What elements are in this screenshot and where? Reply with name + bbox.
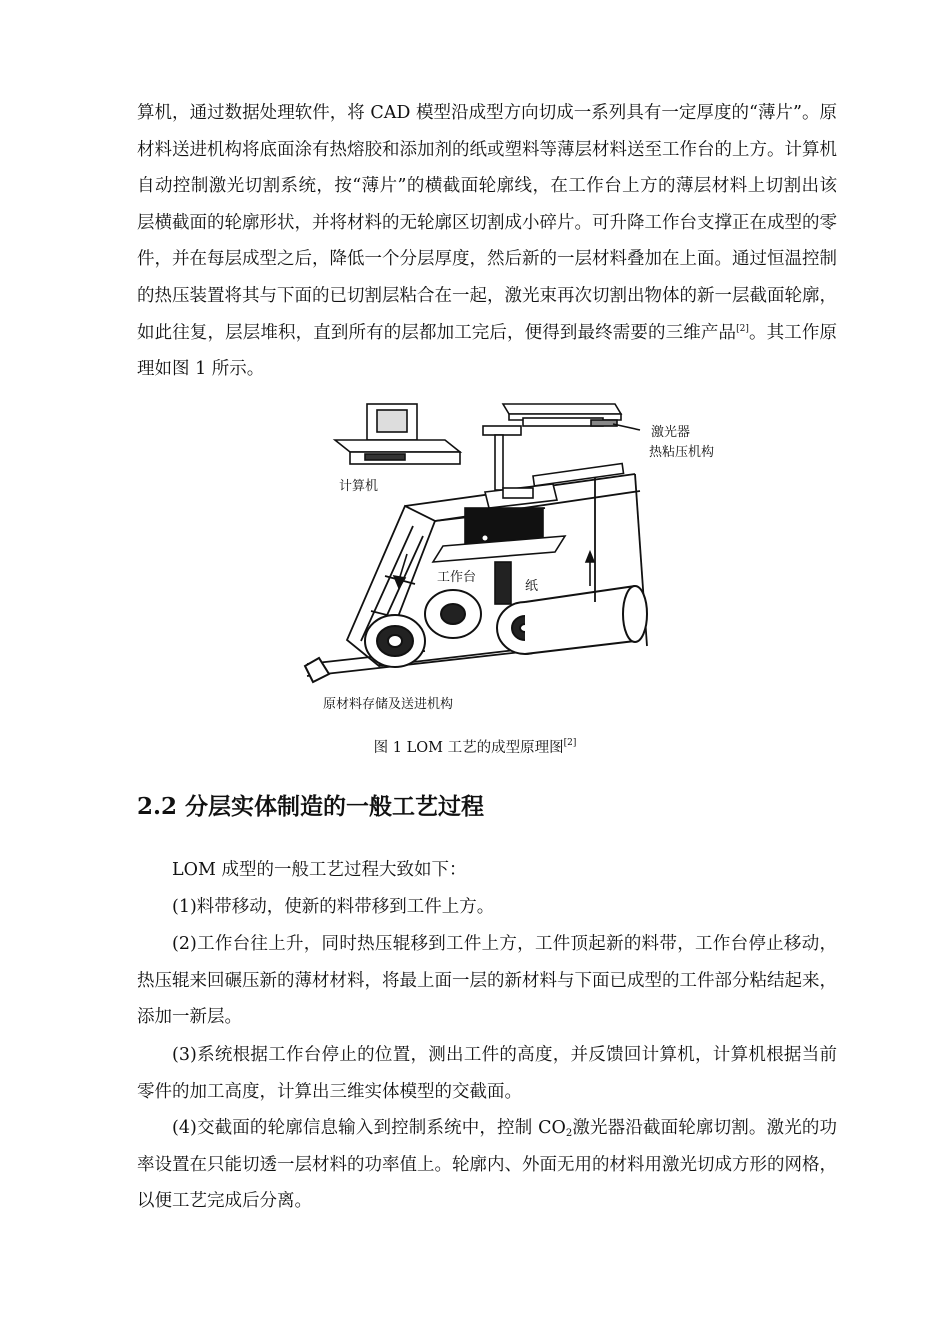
label-laser: 激光器 [651, 425, 691, 440]
caption-text: 图 1 LOM 工艺的成型原理图 [373, 740, 564, 756]
citation-ref[interactable]: [2] [736, 323, 749, 334]
step-2-paragraph: (2)工作台往上升，同时热压辊移到工件上方，工件顶起新的料带，工作台停止移动，热压辊来回碾压新的薄材材料，将最上面一层的新材料与下面已成型的工件部分粘结起来，添加一新层。 [137, 934, 837, 1028]
body-paragraph-1 [137, 95, 837, 388]
step-1-paragraph: (1)料带移动，使新的料带移到工件上方。 [172, 897, 495, 917]
label-computer: 计算机 [339, 479, 379, 494]
label-material-supply: 原材料存储及送进机构 [323, 697, 454, 712]
lom-principle-figure [295, 396, 750, 718]
section-heading: 2.2 分层实体制造的一般工艺过程 [137, 793, 485, 820]
paragraph-tail: 。其工作原理如图 1 所示。 [137, 322, 837, 380]
step-4-paragraph [137, 1110, 837, 1220]
label-paper: 纸 [525, 579, 539, 594]
label-worktable: 工作台 [437, 570, 477, 585]
step-3-paragraph: (3)系统根据工作台停止的位置，测出工件的高度，并反馈回计算机，计算机根据当前零件的加工高度，计算出三维实体模型的交截面。 [137, 1045, 837, 1102]
step-4-text-a: (4)交截面的轮廓信息输入到控制系统中，控制 CO [172, 1118, 566, 1138]
intro-paragraph: LOM 成型的一般工艺过程大致如下： [172, 860, 467, 880]
computer-drawing [335, 404, 460, 464]
caption-citation-ref[interactable]: [2] [563, 738, 577, 748]
co2-subscript: 2 [565, 1128, 573, 1139]
figure-caption [0, 736, 950, 757]
paragraph-text: 算机，通过数据处理软件，将 CAD 模型沿成型方向切成一系列具有一定厚度的“薄片”。原材料送进机构将底面涂有热熔胶和添加剂的纸或塑料等薄层材料送至工作台的上方。计算机自动控制激光切割系统，按“薄片”的横截面轮廓线，在工作台上方的薄层材料上切割出该层横截面的轮廓形状，并将材料的无轮廓区切割成小碎片。可升降工作台支撑正在成型的零件，并在每层成型之后，降低一个分层厚度，然后新的一层材料叠加在上面。通过恒温控制的热压装置将其与下面的已切割层粘合在一起，激光束再次切割出物体的新一层截面轮廓，如此往复，层层堆积，直到所有的层都加工完后，便得到最终需要的三维产品 [137, 103, 837, 343]
step-4-text-b: 激光器沿截面轮廓切割。激光的功率设置在只能切透一层材料的功率值上。轮廓内、外面无用的材料用激光切成方形的网格，以便工艺完成后分离。 [137, 1118, 838, 1212]
label-hot-press: 热粘压机构 [649, 445, 715, 460]
